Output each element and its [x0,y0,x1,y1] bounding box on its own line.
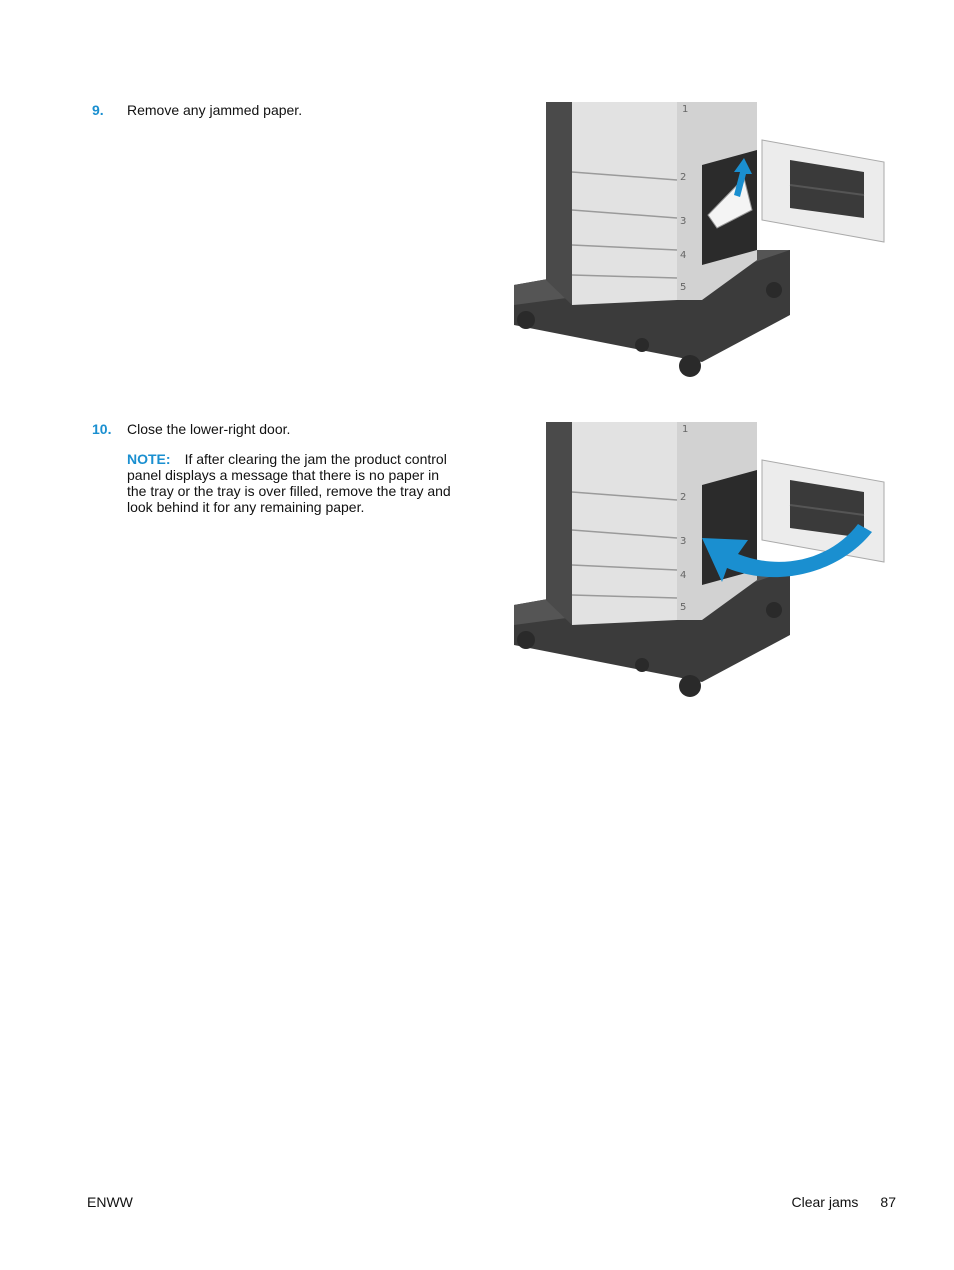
note-label: NOTE: [127,451,171,467]
tray-number: 2 [680,172,687,183]
tray-number: 4 [680,250,687,261]
tray-number: 2 [680,492,687,503]
printer-icon [512,100,892,380]
step-row [92,101,472,119]
note [127,451,457,515]
page-number: 87 [880,1194,896,1210]
tray-number: 5 [680,602,687,613]
step-row [92,420,472,438]
footer-section: Clear jams [791,1194,859,1210]
step-number: 10. [92,421,112,437]
step-text: Remove any jammed paper. [127,102,303,118]
note-text: If after clearing the jam the product control panel displays a message that there is no paper in the tray or the tray is over filled, remove the tray and look behind it for any remaining paper. [127,451,451,515]
tray-number: 5 [680,282,687,293]
tray-number: 1 [682,424,689,435]
footer-left: ENWW [87,1194,133,1210]
step-text: Close the lower-right door. [127,421,291,437]
printer-icon [512,420,892,700]
step-10 [92,420,472,515]
step-9 [92,101,472,119]
tray-number: 3 [680,216,687,227]
tray-number: 3 [680,536,687,547]
step-number: 9. [92,102,104,118]
illustration-remove-jammed-paper [512,100,892,380]
tray-number: 1 [682,104,689,115]
illustration-close-lower-right-door [512,420,892,700]
footer-right [792,1193,896,1211]
tray-number: 4 [680,570,687,581]
